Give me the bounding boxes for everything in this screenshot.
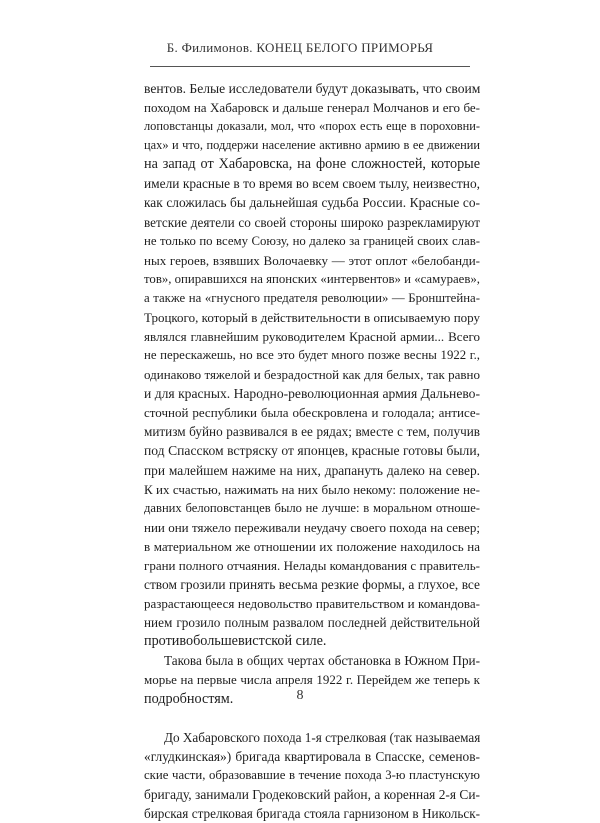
text-line: ветские деятели со своей стороны широко разрекламируют: [144, 214, 480, 230]
text-line: «глудкинская») бригада квартировала в Спасске, семенов-: [144, 748, 480, 764]
text-line: одинаково тяжелой и безрадостной как для белых, так равно: [144, 367, 480, 383]
text-line: под Спасском встряску от японцев, красные готовы были,: [144, 443, 480, 459]
text-line: цах» и что, поддержи население активно армию в ее движении: [144, 138, 480, 153]
text-line: сточной республики была обескровлена и голодала; антисе-: [144, 405, 480, 421]
text-line: в материальном же отношении их положение находилось на: [144, 538, 480, 554]
text-line: морье на первые числа апреля 1922 г. Перейдем же теперь к: [144, 672, 480, 688]
section-gap: [144, 709, 480, 728]
text-line: нием грозило полным развалом последней действительной: [144, 615, 480, 631]
paragraph: [144, 79, 480, 651]
text-line: Троцкого, который в действительности в описываемую пору: [144, 309, 480, 325]
text-line: а также на «гнусного предателя революции» — Бронштейна-: [144, 290, 480, 305]
text-line: тов», опиравшихся на японских «интервентов» и «самураев»,: [144, 271, 480, 286]
text-line: бригаду, занимали Гродековский район, а коренная 2-я Си-: [144, 786, 480, 802]
text-line: и для красных. Народно-революционная армия Дальнево-: [144, 386, 480, 402]
text-line: при малейшем нажиме на них, драпануть далеко на север.: [144, 462, 480, 478]
paragraph: [144, 728, 480, 823]
running-head: Б. Филимонов. КОНЕЦ БЕЛОГО ПРИМОРЬЯ: [166, 40, 434, 55]
text-line: являлся главнейшим руководителем Красной армии... Всего: [144, 329, 480, 345]
text-line: ных героев, взявших Волочаевку — этот оплот «белобанди-: [144, 252, 480, 268]
text-line: грани полного отчаяния. Нелады командования с правитель-: [144, 557, 480, 573]
text-line: К их счастью, нажимать на них было некому: положение не-: [144, 481, 480, 497]
text-line: нии они тяжело переживали неудачу своего похода на север;: [144, 519, 480, 535]
text-line: имели красные в то время во всем своем тылу, неизвестно,: [144, 176, 480, 192]
body-text: [144, 79, 480, 823]
page-number: 8: [296, 688, 304, 703]
text-line: вентов. Белые исследователи будут доказывать, что своим: [144, 81, 480, 96]
text-line: митизм буйно развивался в ее рядах; вместе с тем, получив: [144, 424, 480, 440]
text-line: лоповстанцы доказали, мол, что «порох есть еще в пороховни-: [144, 119, 480, 134]
text-line: ством грозили принять весьма резкие формы, а глухое, все: [144, 577, 480, 593]
text-line: не перескажешь, но все это будет много позже весны 1922 г.,: [144, 348, 480, 363]
text-line: ские части, образовавшие в течение похода 3-ю пластунскую: [144, 767, 480, 782]
header-rule: [150, 66, 470, 67]
text-line: походом на Хабаровск и дальше генерал Молчанов и его бе-: [144, 100, 480, 116]
text-line: как сложилась бы дальнейшая судьба России. Красные со-: [144, 195, 480, 211]
text-line: давних белоповстанцев было не лучше: в моральном отноше-: [144, 500, 480, 515]
text-line: бирская стрелковая бригада стояла гарнизоном в Никольск-: [144, 805, 480, 821]
text-line: Такова была в общих чертах обстановка в Южном При-: [164, 653, 480, 669]
text-line: разрастающееся недовольство правительством и командова-: [144, 596, 480, 612]
text-line: не только по всему Союзу, но далеко за границей своих слав-: [144, 233, 480, 248]
text-line: на запад от Хабаровска, на фоне сложностей, которые: [144, 156, 480, 173]
text-line: противобольшевистской силе.: [144, 633, 327, 650]
text-line: До Хабаровского похода 1-я стрелковая (так называемая: [164, 729, 480, 745]
text-line: подробностям.: [144, 690, 234, 707]
